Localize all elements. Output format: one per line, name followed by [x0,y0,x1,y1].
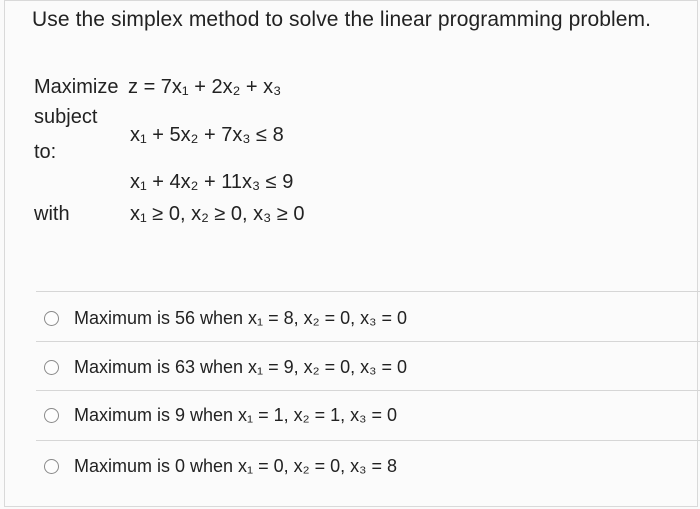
answer-option-2[interactable] [44,353,407,381]
divider [36,440,700,441]
divider [36,291,700,292]
label-with: with [34,203,70,225]
answer-option-label: Maximum is 63 when x₁ = 9, x₂ = 0, x₃ = 0 [74,356,408,377]
radio-button-icon[interactable] [44,459,59,474]
radio-button-icon[interactable] [44,311,59,326]
divider [36,390,700,391]
answer-option-label: Maximum is 9 when x₁ = 1, x₂ = 1, x₃ = 0 [74,404,398,425]
divider [36,341,700,342]
radio-button-icon[interactable] [44,360,59,375]
answer-option-3[interactable] [44,401,397,429]
constraint-2: x₁ + 4x₂ + 11x₃ ≤ 9 [130,171,294,193]
objective-expression: z = 7x₁ + 2x₂ + x₃ [128,76,282,98]
answer-option-1[interactable] [44,304,407,332]
answer-option-4[interactable] [44,452,397,480]
answer-option-label: Maximum is 56 when x₁ = 8, x₂ = 0, x₃ = 0 [74,307,408,328]
constraint-1: x₁ + 5x₂ + 7x₃ ≤ 8 [130,124,284,146]
objective-function [34,76,281,99]
radio-button-icon[interactable] [44,408,59,423]
label-subject: subject [34,106,98,128]
question-text: Use the simplex method to solve the linear programming problem. [32,8,652,31]
nonnegativity-constraint: x₁ ≥ 0, x₂ ≥ 0, x₃ ≥ 0 [130,203,305,225]
label-to: to: [34,141,57,163]
objective-prefix: Maximize [34,76,119,98]
answer-option-label: Maximum is 0 when x₁ = 0, x₂ = 0, x₃ = 8 [74,455,398,476]
